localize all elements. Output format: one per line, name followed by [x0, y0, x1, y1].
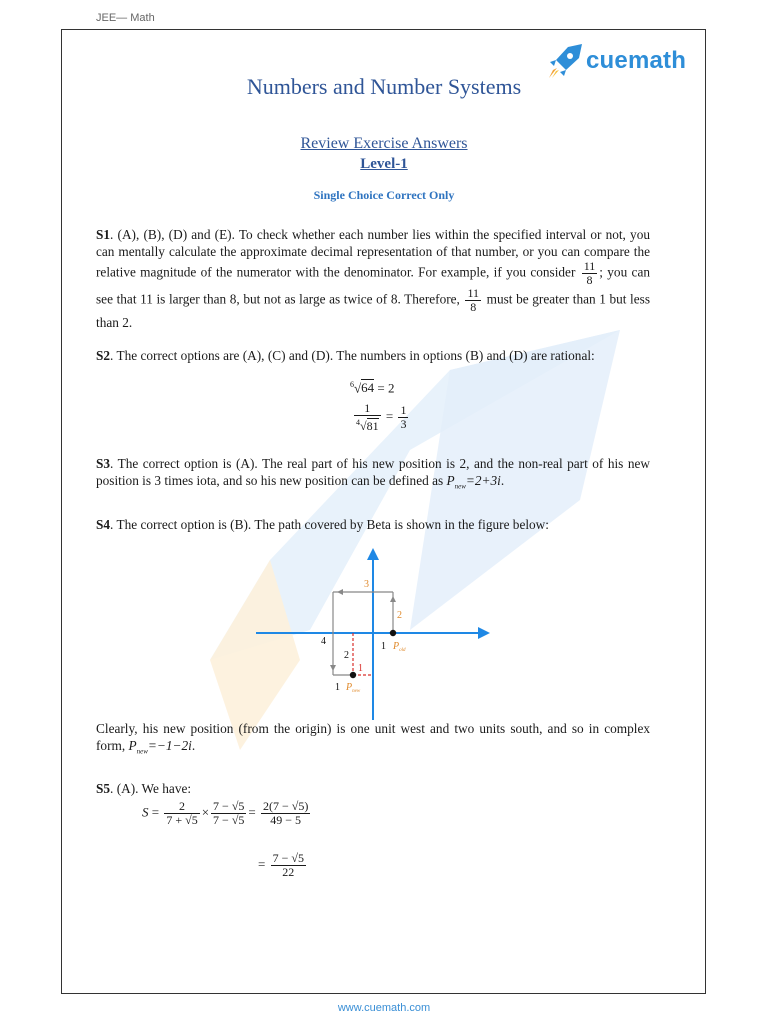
s2-equation-1: $^6$√64 = 2	[350, 380, 395, 396]
path-figure	[250, 540, 500, 725]
s3-text: . The correct option is (A). The real part of his new position is 2, and the non-real part of his new position is 3 times iota, and so his new position can be defined as	[96, 456, 650, 488]
label-2b: 2	[344, 650, 349, 661]
label-p-new: $P_{new}$	[346, 682, 361, 694]
answer-s1	[96, 226, 650, 331]
x-axis-arrow-icon	[478, 627, 490, 639]
answer-s5	[96, 780, 650, 797]
s5-frac-3: $\frac{2(7 - √5)}{49 - 5}$	[263, 799, 309, 827]
label-4: 4	[321, 636, 326, 647]
s1-text-b: ; you can see that 11 is larger than 8, but not as large as twice of 8. Therefore,	[96, 264, 650, 307]
s1-fraction-2: $\frac{11}{8}$	[467, 286, 480, 314]
label-1b: 1	[381, 641, 386, 652]
subtitle: Review Exercise Answers	[300, 135, 468, 152]
s2-text: . The correct options are (A), (C) and (D). The numbers in options (B) and (D) are rational:	[110, 348, 595, 363]
s2-label: S2	[96, 348, 111, 363]
answer-s3: S3. The correct option is (A). The real part of his new position is 2, and the non-real part of his new position is 3 times iota, and so his new position can be defined as $P_{new}=2+3i$.	[96, 456, 650, 491]
s1-text: . (A), (B), (D) and (E). To check whether each number lies within the specified interval or not, you can mentally calculate the approximate decimal representation of that number, or you can compare the relative magnitude of the numerator with the denominator. For example, if you consider	[96, 227, 650, 280]
s5-label: S5	[96, 781, 111, 796]
s5-equation-2: = $\frac{7 - √5}{22}$	[258, 851, 304, 879]
s5-frac-4: $\frac{7 - √5}{22}$	[272, 851, 304, 879]
s1-fraction: $\frac{11}{8}$	[583, 259, 596, 287]
label-p-old: $P_{old}$	[393, 641, 406, 653]
s1-label: S1	[96, 227, 111, 242]
s5-equation-1: S = $\frac{2}{7 + √5}$ × $\frac{7 - √5}{7 - √5}$ = $\frac{2(7 - √5)}{49 - 5}$	[142, 799, 309, 827]
s4-label: S4	[96, 517, 111, 532]
footer-url[interactable]: www.cuemath.com	[337, 1002, 431, 1014]
answer-s4	[96, 516, 650, 533]
section-heading: Single Choice Correct Only	[313, 188, 455, 202]
p-old-point	[390, 630, 396, 636]
label-1a: 1	[358, 663, 363, 674]
s5-frac-2: $\frac{7 - √5}{7 - √5}$	[213, 799, 245, 827]
label-3: 3	[364, 579, 369, 590]
answer-s4-conclusion: Clearly, his new position (from the origin) is one unit west and two units south, and so in complex form, $P_{new}=-1-2i$.	[96, 721, 650, 756]
level-heading: Level-1	[360, 156, 408, 172]
logo-text: cuemath	[586, 47, 687, 74]
y-axis-arrow-icon	[367, 548, 379, 560]
page-header-label: JEE— Math	[96, 12, 155, 24]
s1-text-c: must	[486, 291, 513, 307]
answer-s2	[96, 347, 650, 364]
page-frame	[61, 29, 706, 994]
s5-text: . (A). We have:	[110, 781, 192, 796]
s3-expression: =2+3i	[465, 473, 501, 488]
s1-text-d: be greater than 1 but less than 2.	[96, 291, 650, 330]
s3-label: S3	[96, 456, 111, 471]
s2-equation-2: $\frac{1}{^4√81}$ = $\frac{1}{3}$	[356, 401, 407, 433]
s5-frac-1: $\frac{2}{7 + √5}$	[166, 799, 198, 827]
p-new-point	[350, 672, 356, 678]
label-2: 2	[397, 610, 402, 621]
s4-expression: =−1−2i	[147, 738, 192, 753]
page-title: Numbers and Number Systems	[246, 74, 522, 99]
label-1c: 1	[335, 682, 340, 693]
s4-text: . The correct option is (B). The path covered by Beta is shown in the figure below:	[110, 517, 549, 532]
s4-after-text: Clearly, his new position (from the origin) is one unit west and two units south, and so in complex form,	[96, 721, 650, 753]
